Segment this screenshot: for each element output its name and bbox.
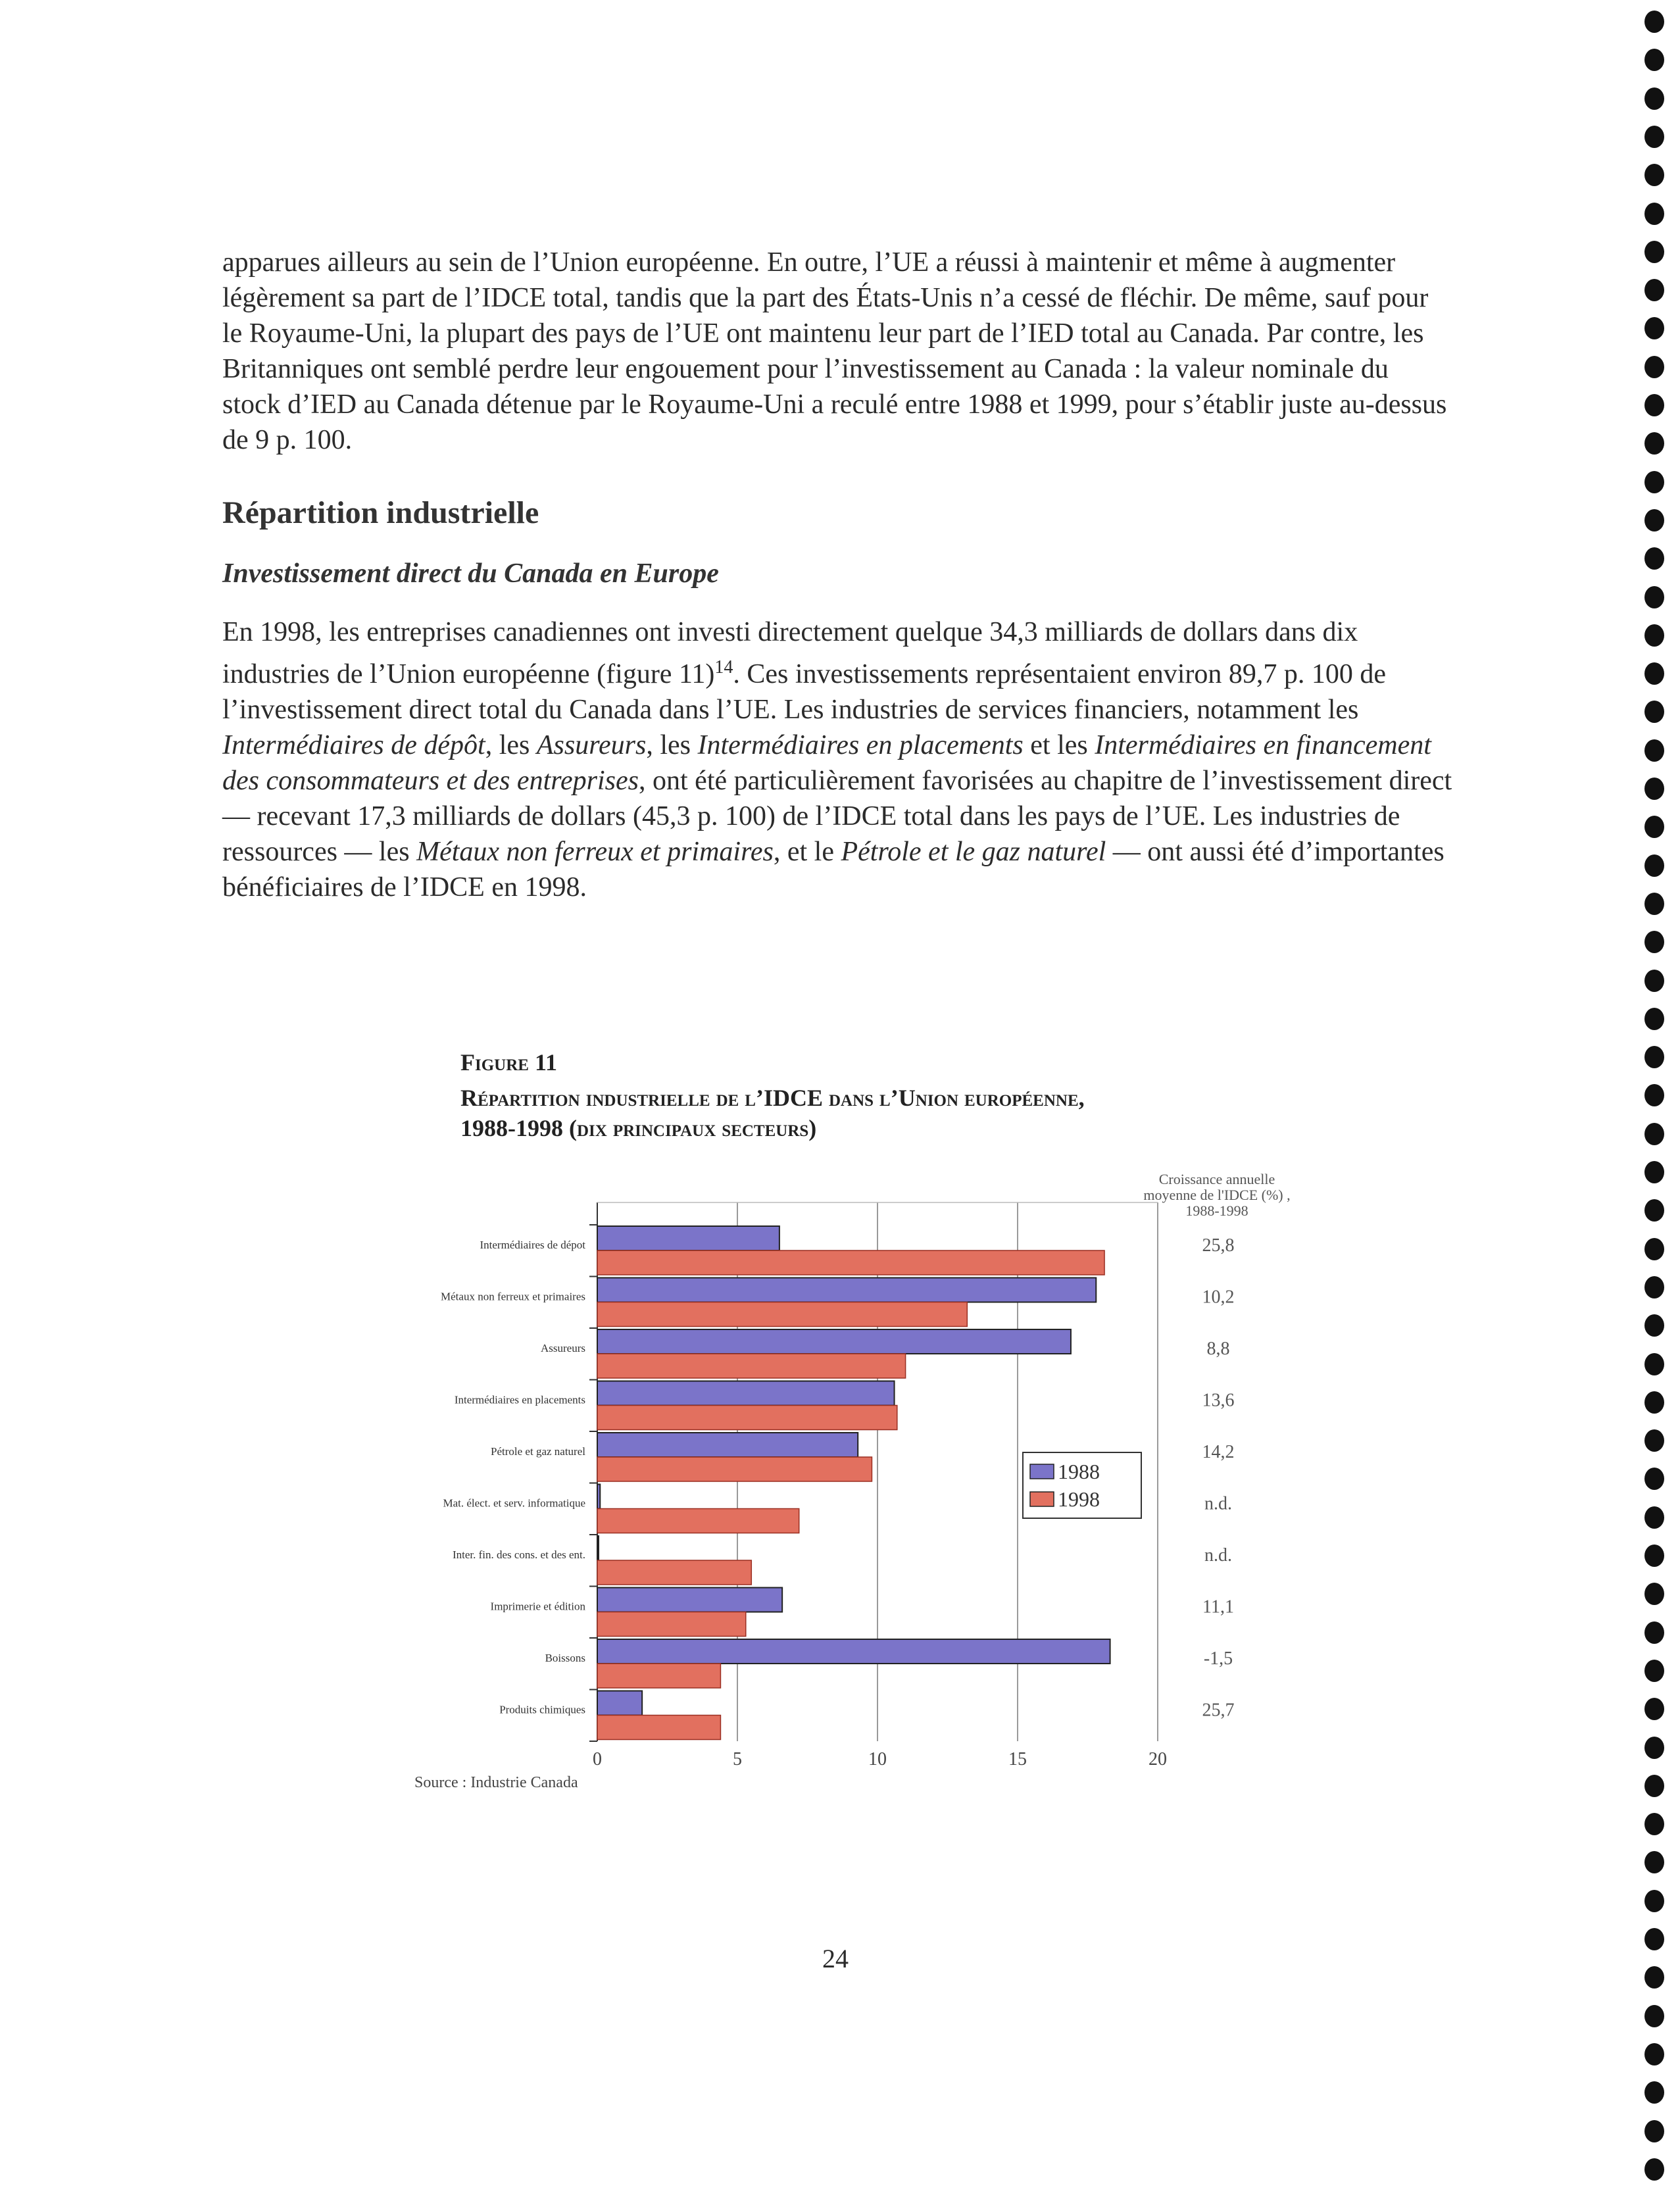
binding-hole: [1644, 1890, 1664, 1912]
binding-hole: [1644, 2043, 1664, 2065]
chart-source: Source : Industrie Canada: [414, 1774, 578, 1791]
category-label: Mat. élect. et serv. informatique: [443, 1496, 585, 1510]
bar-1988: [597, 1536, 599, 1560]
binding-hole: [1644, 241, 1664, 263]
growth-value: 14,2: [1202, 1442, 1235, 1462]
growth-value: 8,8: [1206, 1339, 1230, 1359]
binding-hole: [1644, 1123, 1664, 1145]
binding-hole: [1644, 931, 1664, 953]
p2-run: , les: [646, 730, 698, 760]
p2-run: Pétrole et le gaz naturel: [841, 837, 1106, 867]
binding-hole: [1644, 1621, 1664, 1644]
binding-hole: [1644, 739, 1664, 762]
binding-hole: [1644, 1660, 1664, 1682]
category-label: Intermédiaires en placements: [454, 1393, 585, 1406]
growth-value: 10,2: [1202, 1287, 1235, 1308]
bar-1988: [597, 1691, 642, 1716]
binding-hole: [1644, 1314, 1664, 1337]
binding-hole: [1644, 1698, 1664, 1720]
figure-title-line1: Répartition industrielle de l’IDCE dans l’Union européenne,: [460, 1085, 1085, 1111]
category-label: Produits chimiques: [499, 1703, 585, 1716]
bar-1988: [597, 1226, 779, 1250]
binding-hole: [1644, 471, 1664, 493]
binding-hole: [1644, 432, 1664, 455]
binding-hole: [1644, 87, 1664, 110]
bar-1998: [597, 1250, 1104, 1275]
binding-hole: [1644, 893, 1664, 915]
p2-run: Assureurs: [536, 730, 647, 760]
growth-value: -1,5: [1203, 1648, 1233, 1669]
bar-1998: [597, 1406, 897, 1430]
figure-title-line2: 1988-1998 (dix principaux secteurs): [460, 1115, 817, 1141]
bar-1998: [597, 1302, 967, 1327]
category-label: Assureurs: [541, 1342, 585, 1354]
binding-hole: [1644, 1046, 1664, 1068]
binding-hole: [1644, 1545, 1664, 1567]
bar-1988: [597, 1588, 782, 1612]
binding-hole: [1644, 1238, 1664, 1260]
binding-hole: [1644, 2120, 1664, 2142]
binding-hole: [1644, 317, 1664, 339]
binding-hole: [1644, 1008, 1664, 1030]
p2-run: Intermédiaires en placements: [697, 730, 1024, 760]
subsection-heading: Investissement direct du Canada en Europe: [222, 558, 719, 589]
binding-hole: [1644, 279, 1664, 301]
binding-hole: [1644, 1851, 1664, 1873]
page-number: 24: [822, 1944, 849, 1973]
bar-1998: [597, 1560, 751, 1585]
p2-run: , et le: [773, 837, 841, 867]
binding-hole: [1644, 49, 1664, 71]
binding-hole: [1644, 356, 1664, 378]
binding-hole: [1644, 1775, 1664, 1797]
binding-hole: [1644, 2005, 1664, 2027]
p2-run: . Ces investissements représentaient environ 89,7 p. 100 de l’investissement direct total du Canada dans l’UE. Les industries de services financiers, notamment les: [222, 659, 1386, 725]
chart-container: [342, 1171, 1316, 1816]
binding-hole: [1644, 854, 1664, 877]
growth-value: 25,7: [1202, 1700, 1235, 1721]
binding-hole: [1644, 126, 1664, 148]
binding-hole: [1644, 2158, 1664, 2181]
p2-run: Intermédiaires en financement des consommateurs et des entreprises: [222, 730, 1431, 796]
binding-hole: [1644, 203, 1664, 225]
bar-1988: [597, 1639, 1110, 1664]
binding-hole: [1644, 816, 1664, 838]
p2-run: — ont aussi été d’importantes bénéficiaires de l’IDCE en 1998.: [222, 837, 1445, 903]
figure-title: [460, 1083, 1316, 1143]
binding-hole: [1644, 701, 1664, 723]
bar-1988: [597, 1381, 895, 1406]
category-label: Pétrole et gaz naturel: [491, 1445, 585, 1458]
category-label: Intermédiaires de dépot: [480, 1239, 585, 1251]
paragraph-intro: [222, 245, 1452, 458]
growth-value: 25,8: [1202, 1235, 1235, 1256]
paragraph-investment: [222, 614, 1452, 905]
binding-hole: [1644, 1468, 1664, 1490]
bar-1998: [597, 1509, 799, 1533]
bar-1988: [597, 1485, 600, 1509]
x-tick-label: 5: [733, 1749, 742, 1769]
bar-1998: [597, 1664, 720, 1688]
binding-hole: [1644, 547, 1664, 570]
spiral-binding: [1642, 0, 1668, 2201]
binding-hole: [1644, 624, 1664, 647]
binding-hole: [1644, 1353, 1664, 1375]
binding-hole: [1644, 1161, 1664, 1183]
binding-hole: [1644, 1813, 1664, 1835]
growth-value: 13,6: [1202, 1390, 1235, 1411]
binding-hole: [1644, 509, 1664, 532]
binding-hole: [1644, 2081, 1664, 2104]
binding-hole: [1644, 1583, 1664, 1605]
p2-run: En 1998, les entreprises canadiennes ont investi directement quelque 34,3 milliards de dollars dans dix industries de l’Union européenne (figure 11): [222, 617, 1358, 689]
binding-hole: [1644, 1276, 1664, 1298]
binding-hole: [1644, 1084, 1664, 1106]
p2-run: Métaux non ferreux et primaires: [416, 837, 774, 867]
binding-hole: [1644, 586, 1664, 608]
bar-1988: [597, 1329, 1071, 1354]
bar-1998: [597, 1354, 906, 1378]
legend-swatch-1988: [1030, 1464, 1054, 1479]
legend-label-1988: 1988: [1058, 1460, 1100, 1483]
growth-header: moyenne de l'IDCE (%) ,: [1143, 1187, 1291, 1203]
growth-value: n.d.: [1204, 1493, 1232, 1514]
binding-hole: [1644, 1199, 1664, 1222]
x-tick-label: 0: [593, 1749, 602, 1769]
growth-value: 11,1: [1202, 1596, 1234, 1618]
category-label: Imprimerie et édition: [490, 1600, 585, 1613]
bar-1998: [597, 1457, 872, 1481]
binding-hole: [1644, 1429, 1664, 1452]
growth-header: 1988-1998: [1185, 1202, 1248, 1219]
binding-hole: [1644, 662, 1664, 685]
binding-hole: [1644, 778, 1664, 800]
binding-hole: [1644, 164, 1664, 186]
x-tick-label: 15: [1008, 1749, 1027, 1769]
p2-run: et les: [1023, 730, 1095, 760]
p2-run: Intermédiaires de dépôt: [222, 730, 485, 760]
industry-bar-chart: [342, 1171, 1316, 1816]
binding-hole: [1644, 1391, 1664, 1414]
category-label: Métaux non ferreux et primaires: [441, 1290, 585, 1303]
bar-1998: [597, 1716, 720, 1740]
x-tick-label: 20: [1149, 1749, 1167, 1769]
p2-run: 14: [714, 657, 733, 678]
binding-hole: [1644, 1506, 1664, 1529]
bar-1988: [597, 1278, 1096, 1302]
growth-header: Croissance annuelle: [1158, 1171, 1275, 1187]
p2-run: , ont été particulièrement favorisées au chapitre de l’investissement direct — recevant 17,3 milliards de dollars (45,3 p. 100) de l’IDCE total dans les pays de l’UE. Les industries de ressources — les: [222, 766, 1452, 867]
growth-value: n.d.: [1204, 1545, 1232, 1566]
legend-swatch-1998: [1030, 1492, 1054, 1506]
binding-hole: [1644, 970, 1664, 992]
bar-1998: [597, 1612, 746, 1637]
binding-hole: [1644, 1966, 1664, 1989]
bar-1988: [597, 1433, 858, 1457]
p2-run: , les: [485, 730, 537, 760]
binding-hole: [1644, 11, 1664, 33]
binding-hole: [1644, 394, 1664, 416]
legend-label-1998: 1998: [1058, 1487, 1100, 1511]
category-label: Boissons: [545, 1652, 585, 1664]
x-tick-label: 10: [868, 1749, 887, 1769]
binding-hole: [1644, 1928, 1664, 1950]
section-heading: Répartition industrielle: [222, 495, 539, 530]
p1-run: apparues ailleurs au sein de l’Union européenne. En outre, l’UE a réussi à maintenir et même à augmenter légèrement sa part de l’IDCE total, tandis que la part des États-Unis n’a cessé de fléchir. De même, sauf pour le Royaume-Uni, la plupart des pays de l’UE ont maintenu leur part de l’IED total au Canada. Par contre, les Britanniques ont semblé perdre leur engouement pour l’investissement au Canada : la valeur nominale du stock d’IED au Canada détenue par le Royaume-Uni a reculé entre 1988 et 1999, pour s’établir juste au-dessus de 9 p. 100.: [222, 247, 1447, 455]
category-label: Inter. fin. des cons. et des ent.: [452, 1548, 585, 1561]
binding-hole: [1644, 1737, 1664, 1759]
figure-number: Figure 11: [460, 1049, 557, 1076]
